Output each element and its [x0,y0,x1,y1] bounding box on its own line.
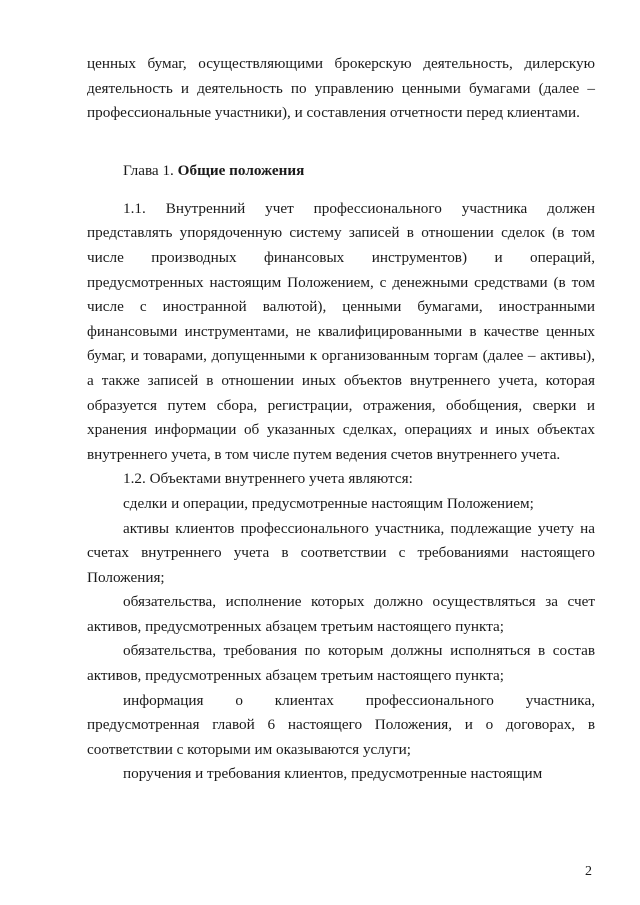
chapter-prefix: Глава 1. [123,161,178,179]
chapter-heading [87,159,595,183]
chapter-title: Общие положения [177,161,305,179]
paragraph-1-2: 1.2. Объектами внутреннего учета являются: [123,470,413,488]
document-body [87,52,595,787]
paragraph-1-1: 1.1. Внутренний учет профессионального участника должен представлять упорядоченную систему записей в отношении сделок (в том числе производных финансовых инструментов) и операций, предусмотренных настоящим Положением, с денежными средствами (в том числе с иностранной валютой), ценными бумагами, иностранными финансовыми инструментами, не квалифицированными в качестве ценных бумаг, и товарами, допущенными к организованным торгам (далее – активы), а также записей в отношении иных объектов внутреннего учета, которая образуется путем сбора, регистрации, отражения, обобщения, сверки и хранения информации об указанных сделках, операциях и иных объектах внутреннего учета, в том числе путем ведения счетов внутреннего учета. [87,199,595,463]
list-item-client-assets: активы клиентов профессионального участника, подлежащие учету на счетах внутреннего учета в соответствии с требованиями настоящего Положения; [87,519,595,586]
page-number: 2 [585,864,592,879]
list-item-client-info: информация о клиентах профессионального участника, предусмотренная главой 6 настоящего Положения, и о договорах, в соответствии с которыми им оказываются услуги; [87,691,595,758]
intro-paragraph: ценных бумаг, осуществляющими брокерскую деятельность, дилерскую деятельность и деятельность по управлению ценными бумагами (далее – профессиональные участники), и составления отчетности перед клиентами. [87,55,595,122]
list-item-obligations-execution: обязательства, исполнение которых должно осуществляться за счет активов, предусмотренных абзацем третьим настоящего пункта; [87,593,595,635]
list-item-client-orders: поручения и требования клиентов, предусмотренные настоящим [123,765,543,783]
list-item-obligations-claims: обязательства, требования по которым должны исполняться в состав активов, предусмотренных абзацем третьим настоящего пункта; [87,642,595,685]
heading-spacer [87,183,595,197]
list-item-deals: сделки и операции, предусмотренные настоящим Положением; [123,494,534,512]
